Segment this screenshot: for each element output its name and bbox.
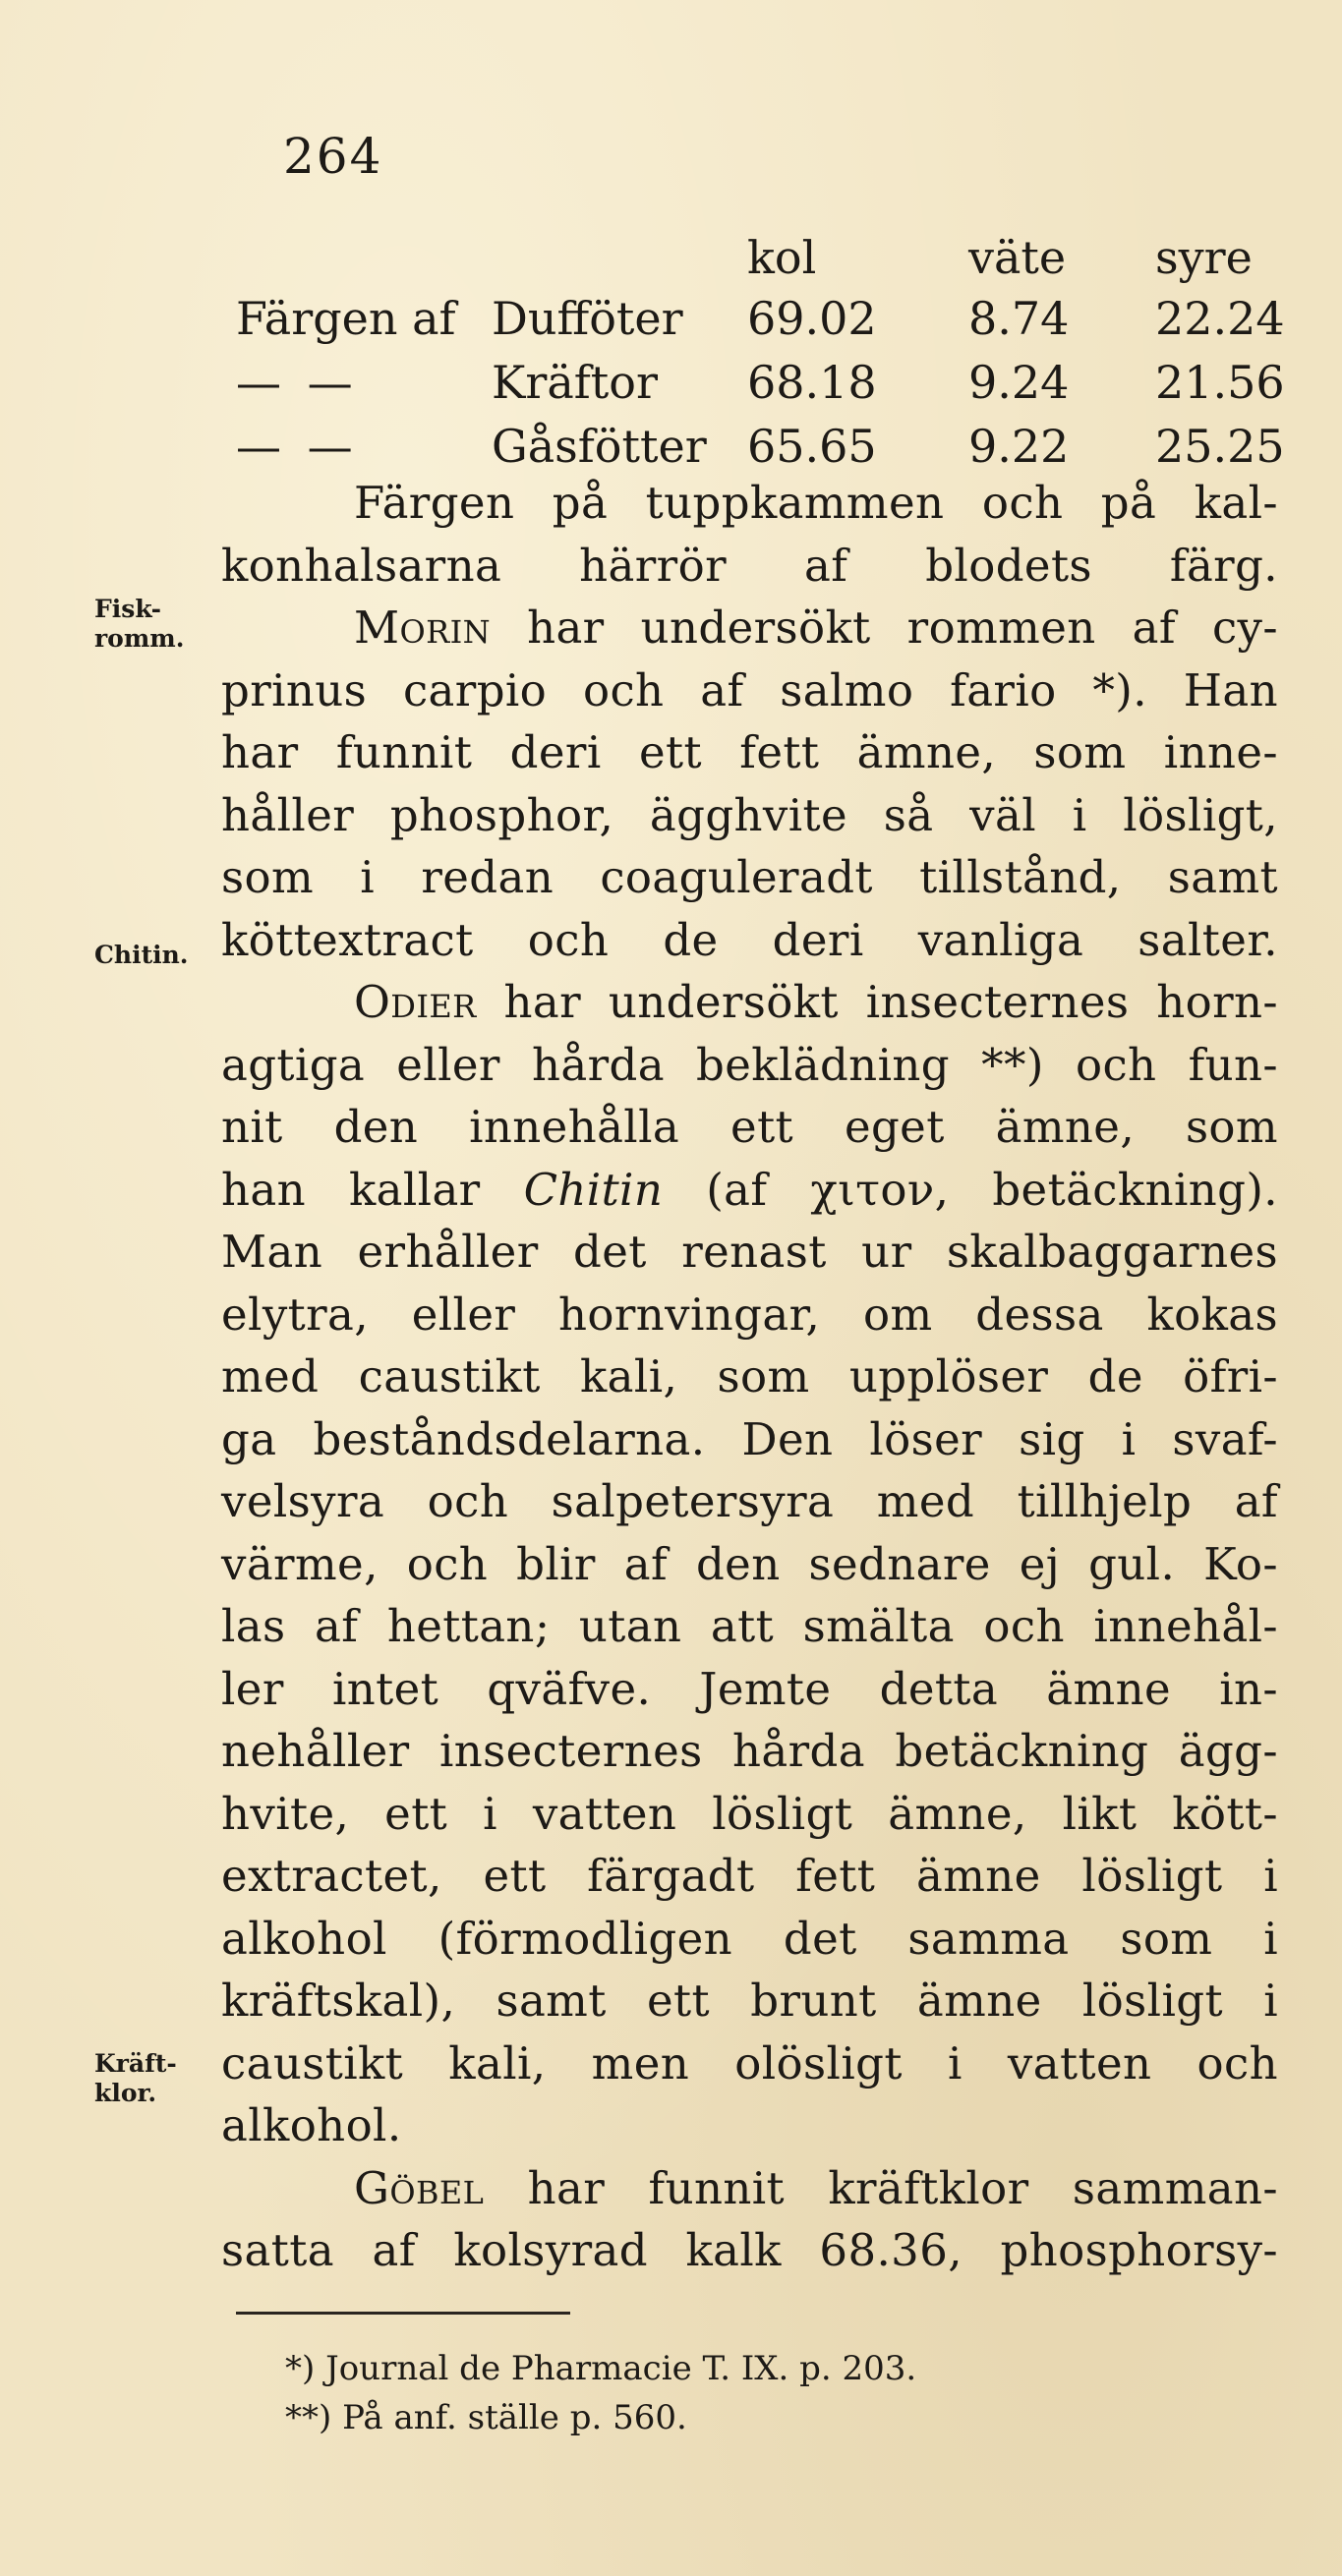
text-line: las af hettan; utan att smälta och innehål- — [221, 1600, 1278, 1652]
footnotes — [285, 2344, 916, 2442]
table-row — [236, 351, 1298, 415]
cell-vate: 9.22 — [968, 420, 1070, 473]
header-vate: väte — [968, 231, 1067, 284]
row-prefix: — — — [236, 356, 359, 409]
cell-vate: 9.24 — [968, 356, 1070, 409]
text-line: elytra, eller hornvingar, om dessa kokas — [221, 1288, 1278, 1341]
text-line: alkohol. — [221, 2099, 402, 2151]
margin-note-line: Fisk- — [94, 595, 162, 623]
text-line: håller phosphor, ägghvite så väl i lösligt, — [221, 788, 1278, 841]
text-line: satta af kolsyrad kalk 68.36, phosphorsy- — [221, 2224, 1278, 2276]
cell-kol: 65.65 — [747, 420, 877, 473]
table-row — [236, 287, 1298, 351]
row-name: Kräftor — [492, 356, 658, 409]
composition-table — [236, 228, 1298, 479]
text-line: caustikt kali, men olösligt i vatten och — [221, 2036, 1278, 2089]
cell-syre: 25.25 — [1155, 420, 1285, 473]
text-line: har funnit deri ett fett ämne, som inne- — [221, 726, 1278, 778]
text-line: konhalsarna härrör af blodets färg. — [221, 539, 1278, 592]
row-prefix: Färgen af — [236, 292, 456, 345]
author-name: Morin — [354, 601, 492, 654]
margin-note-line: klor. — [94, 2079, 157, 2107]
row-name: Gåsfötter — [492, 420, 707, 473]
margin-note-line: Chitin. — [94, 941, 189, 969]
table-header-row — [236, 228, 1298, 287]
text-line: Man erhåller det renast ur skalbaggarnes — [221, 1226, 1278, 1278]
text-line: Färgen på tuppkammen och på kal- — [354, 477, 1278, 529]
chitin-term: Chitin — [523, 1163, 664, 1216]
row-name: Dufföter — [492, 292, 683, 345]
text-line: köttextract och de deri vanliga salter. — [221, 913, 1278, 966]
margin-note-line: Kräft- — [94, 2049, 177, 2078]
text-line: nit den innehålla ett eget ämne, som — [221, 1101, 1278, 1153]
body-text — [221, 472, 1278, 2282]
text-fragment: har undersökt insecternes horn- — [476, 976, 1278, 1028]
footnote — [285, 2344, 916, 2393]
footnote-text: På anf. ställe p. 560. — [331, 2398, 687, 2437]
text-line: som i redan coaguleradt tillstånd, samt — [221, 851, 1278, 903]
text-fragment: han kallar — [221, 1163, 524, 1216]
text-line: hvite, ett i vatten lösligt ämne, likt kött- — [221, 1787, 1278, 1840]
text-fragment: (af χιτον, betäckning). — [663, 1163, 1278, 1216]
text-line — [221, 971, 1278, 1034]
footnote-mark: *) — [285, 2349, 316, 2388]
author-name: Odier — [354, 976, 477, 1028]
margin-note-line: romm. — [94, 624, 185, 653]
table-row — [236, 415, 1298, 479]
text-line: extractet, ett färgadt fett ämne lösligt i — [221, 1850, 1278, 1902]
text-line: värme, och blir af den sednare ej gul. Ko- — [221, 1537, 1278, 1590]
cell-kol: 69.02 — [747, 292, 877, 345]
author-name: Göbel — [354, 2161, 485, 2214]
row-prefix: — — — [236, 420, 359, 473]
text-fragment: har undersökt rommen af cy- — [491, 601, 1278, 654]
footnote-text: Journal de Pharmacie T. IX. p. 203. — [315, 2349, 917, 2388]
text-fragment: har funnit kräftklor samman- — [484, 2161, 1278, 2214]
cell-syre: 22.24 — [1155, 292, 1285, 345]
footnote-mark: **) — [285, 2398, 332, 2437]
margin-note-fiskromm — [94, 595, 184, 654]
cell-vate: 8.74 — [968, 292, 1070, 345]
header-syre: syre — [1155, 231, 1253, 284]
text-line: agtiga eller hårda beklädning **) och fun- — [221, 1038, 1278, 1091]
header-kol: kol — [747, 231, 817, 284]
text-line: ga beståndsdelarna. Den löser sig i svaf- — [221, 1412, 1278, 1465]
cell-kol: 68.18 — [747, 356, 877, 409]
footnote-rule — [236, 2312, 570, 2315]
text-line — [221, 1159, 1278, 1222]
text-line: nehåller insecternes hårda betäckning ägg- — [221, 1725, 1278, 1777]
text-line: alkohol (förmodligen det samma som i — [221, 1912, 1278, 1965]
footnote — [285, 2393, 916, 2442]
cell-syre: 21.56 — [1155, 356, 1285, 409]
margin-note-chitin — [94, 941, 189, 970]
text-line — [221, 597, 1278, 659]
text-line: ler intet qväfve. Jemte detta ämne in- — [221, 1662, 1278, 1715]
text-line: kräftskal), samt ett brunt ämne lösligt i — [221, 1975, 1278, 2027]
text-line — [221, 2157, 1278, 2220]
text-line: prinus carpio och af salmo fario *). Han — [221, 663, 1278, 716]
page-number: 264 — [283, 128, 383, 185]
text-line: velsyra och salpetersyra med tillhjelp af — [221, 1475, 1278, 1527]
margin-note-kraftklor — [94, 2049, 177, 2108]
text-line: med caustikt kali, som upplöser de öfri- — [221, 1350, 1278, 1402]
